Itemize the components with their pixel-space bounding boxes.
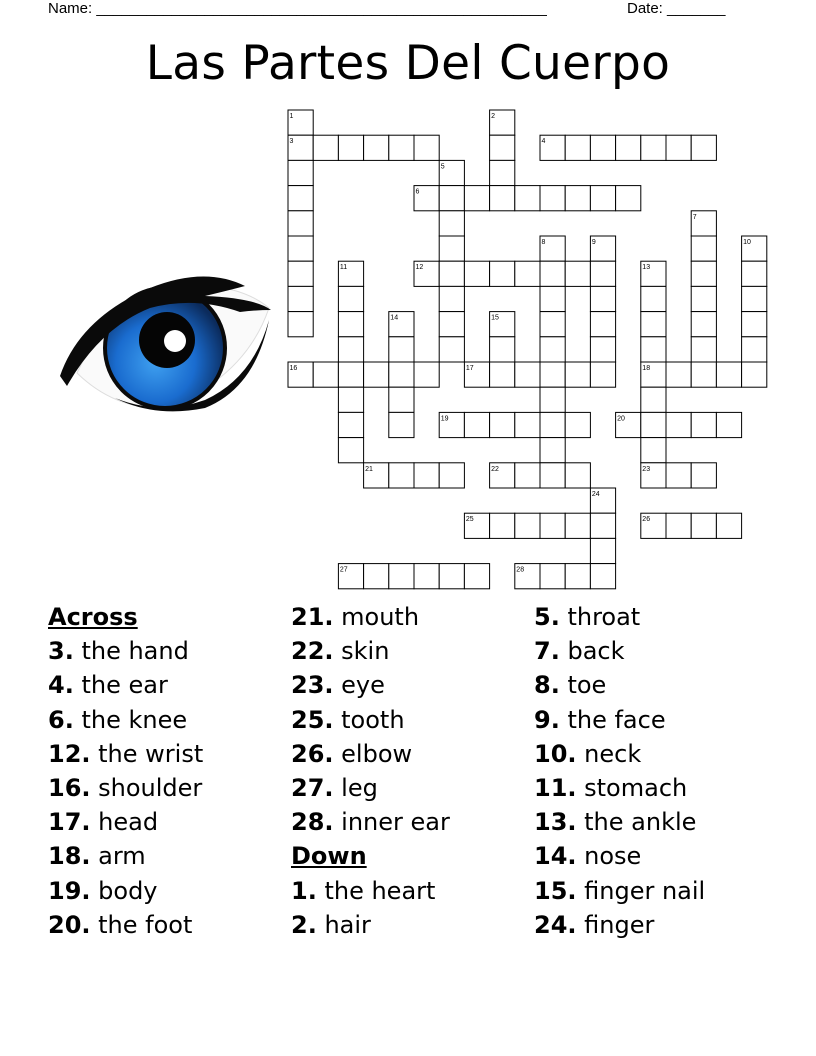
clue-text: leg bbox=[333, 773, 378, 802]
crossword-cell[interactable] bbox=[616, 186, 641, 211]
crossword-cell[interactable] bbox=[641, 438, 666, 463]
crossword-cell[interactable] bbox=[540, 412, 565, 437]
crossword-cell[interactable] bbox=[414, 135, 439, 160]
clue-text: the wrist bbox=[90, 739, 204, 768]
clue-number: 14. bbox=[534, 842, 577, 871]
crossword-cell[interactable] bbox=[666, 362, 691, 387]
crossword-cell[interactable] bbox=[565, 186, 590, 211]
crossword-cell[interactable] bbox=[641, 387, 666, 412]
clue-text: stomach bbox=[576, 773, 688, 802]
date-field-label: Date: _______ bbox=[627, 0, 726, 17]
clue-text: skin bbox=[333, 637, 390, 666]
crossword-cell[interactable] bbox=[288, 312, 313, 337]
crossword-cell[interactable] bbox=[590, 135, 615, 160]
crossword-cell[interactable] bbox=[565, 463, 590, 488]
crossword-cell[interactable] bbox=[464, 412, 489, 437]
crossword-cell[interactable] bbox=[691, 286, 716, 311]
crossword-cell[interactable] bbox=[565, 135, 590, 160]
crossword-cell[interactable] bbox=[490, 412, 515, 437]
crossword-cell[interactable] bbox=[641, 135, 666, 160]
clue-number: 10. bbox=[534, 739, 577, 768]
crossword-cell[interactable] bbox=[439, 186, 464, 211]
crossword-cell-number: 1 bbox=[289, 113, 294, 120]
clue-text: the face bbox=[559, 705, 666, 734]
clues-column-1 bbox=[48, 600, 298, 942]
crossword-cell[interactable] bbox=[716, 513, 741, 538]
crossword-cell[interactable] bbox=[565, 261, 590, 286]
crossword-cell[interactable] bbox=[439, 261, 464, 286]
crossword-cell-number: 6 bbox=[415, 188, 420, 196]
crossword-cell-number: 17 bbox=[465, 365, 474, 372]
clue-item bbox=[48, 908, 298, 942]
crossword-cell[interactable] bbox=[590, 362, 615, 387]
clue-number: 13. bbox=[534, 808, 577, 837]
crossword-cell[interactable] bbox=[590, 286, 615, 311]
clue-item bbox=[291, 805, 541, 839]
crossword-cell-number: 23 bbox=[642, 465, 651, 473]
crossword-cell[interactable] bbox=[590, 261, 615, 286]
crossword-cell[interactable] bbox=[691, 312, 716, 337]
crossword-cell[interactable] bbox=[616, 135, 641, 160]
crossword-cell[interactable] bbox=[389, 362, 414, 387]
crossword-cell[interactable] bbox=[439, 463, 464, 488]
crossword-cell[interactable] bbox=[515, 362, 540, 387]
crossword-cell[interactable] bbox=[666, 135, 691, 160]
crossword-cell[interactable] bbox=[641, 286, 666, 311]
clue-number: 1. bbox=[291, 876, 317, 905]
crossword-cell[interactable] bbox=[565, 362, 590, 387]
crossword-cell[interactable] bbox=[414, 362, 439, 387]
clue-item bbox=[291, 668, 541, 702]
crossword-cell[interactable] bbox=[490, 160, 515, 185]
clue-heading-across: Across bbox=[48, 603, 138, 631]
crossword-cell[interactable] bbox=[742, 312, 767, 337]
clue-item bbox=[534, 737, 784, 771]
crossword-cell[interactable] bbox=[691, 337, 716, 362]
clue-item bbox=[291, 737, 541, 771]
crossword-cell-number: 28 bbox=[516, 566, 525, 574]
crossword-cell[interactable] bbox=[742, 261, 767, 286]
crossword-cell[interactable] bbox=[464, 564, 489, 589]
clue-number: 11. bbox=[534, 773, 577, 802]
crossword-cell[interactable] bbox=[691, 513, 716, 538]
crossword-cell[interactable] bbox=[742, 337, 767, 362]
clue-text: back bbox=[559, 637, 625, 666]
crossword-cell-number: 11 bbox=[339, 264, 348, 272]
clue-item bbox=[48, 634, 298, 668]
crossword-cell-number: 16 bbox=[289, 365, 298, 372]
crossword-cell[interactable] bbox=[540, 286, 565, 311]
clue-item bbox=[534, 874, 784, 908]
crossword-cell[interactable] bbox=[313, 362, 338, 387]
crossword-cell[interactable] bbox=[338, 312, 363, 337]
crossword-cell-number: 19 bbox=[440, 415, 449, 423]
clue-number: 19. bbox=[48, 876, 91, 905]
crossword-cell[interactable] bbox=[338, 135, 363, 160]
crossword-cell[interactable] bbox=[742, 286, 767, 311]
clue-number: 28. bbox=[291, 808, 334, 837]
clue-item bbox=[534, 805, 784, 839]
crossword-cell[interactable] bbox=[439, 211, 464, 236]
clue-number: 6. bbox=[48, 705, 74, 734]
clue-item bbox=[48, 668, 298, 702]
crossword-cell[interactable] bbox=[515, 463, 540, 488]
crossword-cell[interactable] bbox=[288, 236, 313, 261]
clue-item bbox=[534, 600, 784, 634]
clue-item bbox=[48, 805, 298, 839]
crossword-cell-number: 27 bbox=[339, 566, 348, 574]
crossword-cell[interactable] bbox=[288, 160, 313, 185]
clue-text: finger nail bbox=[576, 876, 706, 905]
clue-item bbox=[534, 703, 784, 737]
crossword-cell[interactable] bbox=[540, 513, 565, 538]
crossword-cell[interactable] bbox=[540, 564, 565, 589]
crossword-cell[interactable] bbox=[540, 438, 565, 463]
crossword-cell[interactable] bbox=[540, 186, 565, 211]
clue-item bbox=[291, 874, 541, 908]
crossword-cell[interactable] bbox=[540, 312, 565, 337]
crossword-cell[interactable] bbox=[439, 312, 464, 337]
clue-text: shoulder bbox=[90, 773, 203, 802]
clue-item bbox=[291, 600, 541, 634]
clue-text: the foot bbox=[90, 910, 193, 939]
clue-number: 17. bbox=[48, 808, 91, 837]
clue-text: the ankle bbox=[576, 808, 697, 837]
clue-number: 25. bbox=[291, 705, 334, 734]
crossword-cell[interactable] bbox=[590, 186, 615, 211]
clue-text: toe bbox=[559, 671, 607, 700]
crossword-cell[interactable] bbox=[641, 312, 666, 337]
clue-item bbox=[291, 908, 541, 942]
crossword-cell[interactable] bbox=[490, 186, 515, 211]
clue-item bbox=[48, 874, 298, 908]
clue-number: 4. bbox=[48, 671, 74, 700]
clue-number: 12. bbox=[48, 739, 91, 768]
crossword-cell[interactable] bbox=[565, 513, 590, 538]
crossword-cell-number: 9 bbox=[591, 239, 596, 246]
crossword-cell[interactable] bbox=[439, 236, 464, 261]
crossword-cell[interactable] bbox=[691, 261, 716, 286]
crossword-cell[interactable] bbox=[389, 387, 414, 412]
crossword-cell[interactable] bbox=[565, 412, 590, 437]
crossword-cell[interactable] bbox=[490, 135, 515, 160]
crossword-cell[interactable] bbox=[515, 186, 540, 211]
crossword-cell-number: 26 bbox=[642, 516, 651, 524]
crossword-cell[interactable] bbox=[338, 438, 363, 463]
clue-number: 21. bbox=[291, 603, 334, 631]
clue-text: hair bbox=[316, 910, 371, 939]
crossword-cell[interactable] bbox=[288, 211, 313, 236]
clue-text: finger bbox=[576, 910, 655, 939]
crossword-cell[interactable] bbox=[540, 362, 565, 387]
crossword-cell-number: 3 bbox=[289, 138, 294, 146]
clue-number: 8. bbox=[534, 671, 560, 700]
clue-item bbox=[48, 771, 298, 805]
clue-number: 15. bbox=[534, 876, 577, 905]
crossword-cell[interactable] bbox=[540, 463, 565, 488]
clue-item bbox=[48, 737, 298, 771]
crossword-cell[interactable] bbox=[515, 261, 540, 286]
crossword-cell[interactable] bbox=[691, 362, 716, 387]
clue-text: tooth bbox=[333, 705, 405, 734]
clue-text: eye bbox=[333, 671, 385, 700]
crossword-cell[interactable] bbox=[691, 463, 716, 488]
crossword-cell[interactable] bbox=[565, 564, 590, 589]
crossword-cell[interactable] bbox=[716, 412, 741, 437]
crossword-cell-number: 25 bbox=[465, 516, 474, 524]
crossword-cell[interactable] bbox=[414, 463, 439, 488]
crossword-cell[interactable] bbox=[338, 362, 363, 387]
crossword-cell[interactable] bbox=[389, 463, 414, 488]
crossword-cell[interactable] bbox=[515, 412, 540, 437]
crossword-cell[interactable] bbox=[288, 286, 313, 311]
crossword-cell[interactable] bbox=[691, 412, 716, 437]
clue-item bbox=[48, 703, 298, 737]
clue-number: 20. bbox=[48, 910, 91, 939]
crossword-cell-number: 22 bbox=[491, 465, 499, 473]
crossword-cell-number: 12 bbox=[415, 264, 424, 272]
crossword-cell-number: 18 bbox=[642, 365, 651, 372]
crossword-cell[interactable] bbox=[389, 337, 414, 362]
crossword-cell[interactable] bbox=[338, 337, 363, 362]
crossword-cell-number: 4 bbox=[541, 138, 546, 146]
clue-item bbox=[291, 634, 541, 668]
crossword-cell[interactable] bbox=[490, 362, 515, 387]
crossword-cell[interactable] bbox=[464, 186, 489, 211]
crossword-cell[interactable] bbox=[389, 135, 414, 160]
crossword-cell[interactable] bbox=[641, 412, 666, 437]
clue-text: nose bbox=[576, 842, 642, 871]
crossword-cell-number: 20 bbox=[617, 415, 625, 423]
clue-number: 7. bbox=[534, 637, 560, 666]
crossword-cell[interactable] bbox=[666, 412, 691, 437]
crossword-cell[interactable] bbox=[313, 135, 338, 160]
crossword-cell[interactable] bbox=[666, 513, 691, 538]
crossword-cell[interactable] bbox=[439, 286, 464, 311]
crossword-cell[interactable] bbox=[540, 387, 565, 412]
crossword-cell-number: 2 bbox=[491, 113, 496, 120]
crossword-cell[interactable] bbox=[288, 186, 313, 211]
clue-text: head bbox=[90, 808, 159, 837]
crossword-cell[interactable] bbox=[641, 337, 666, 362]
crossword-cell-number: 14 bbox=[390, 314, 399, 322]
clue-number: 27. bbox=[291, 773, 334, 802]
crossword-cell[interactable] bbox=[590, 564, 615, 589]
clue-item bbox=[534, 634, 784, 668]
crossword-cell[interactable] bbox=[490, 261, 515, 286]
crossword-cell[interactable] bbox=[590, 538, 615, 563]
clue-number: 16. bbox=[48, 773, 91, 802]
clue-number: 23. bbox=[291, 671, 334, 700]
crossword-cell[interactable] bbox=[288, 261, 313, 286]
clue-text: throat bbox=[559, 603, 641, 631]
crossword-cell[interactable] bbox=[364, 135, 389, 160]
clue-item bbox=[534, 771, 784, 805]
crossword-cell[interactable] bbox=[742, 362, 767, 387]
clue-text: body bbox=[90, 876, 158, 905]
crossword-cell[interactable] bbox=[590, 337, 615, 362]
crossword-cell[interactable] bbox=[716, 362, 741, 387]
crossword-cell[interactable] bbox=[590, 312, 615, 337]
clue-item bbox=[48, 839, 298, 873]
clue-text: arm bbox=[90, 842, 146, 871]
crossword-cell[interactable] bbox=[515, 513, 540, 538]
clue-text: inner ear bbox=[333, 808, 450, 837]
clue-text: elbow bbox=[333, 739, 413, 768]
crossword-cell[interactable] bbox=[439, 564, 464, 589]
clue-number: 9. bbox=[534, 705, 560, 734]
crossword-cell[interactable] bbox=[666, 463, 691, 488]
crossword-cell[interactable] bbox=[540, 337, 565, 362]
crossword-cell-number: 10 bbox=[743, 239, 751, 246]
clue-number: 24. bbox=[534, 910, 577, 939]
crossword-cell[interactable] bbox=[490, 513, 515, 538]
crossword-cell[interactable] bbox=[364, 362, 389, 387]
crossword-cell[interactable] bbox=[338, 387, 363, 412]
clue-item bbox=[534, 908, 784, 942]
crossword-cell[interactable] bbox=[389, 564, 414, 589]
clue-text: mouth bbox=[333, 603, 420, 631]
clue-text: neck bbox=[576, 739, 642, 768]
crossword-cell[interactable] bbox=[691, 135, 716, 160]
crossword-cell[interactable] bbox=[439, 337, 464, 362]
page-title: Las Partes Del Cuerpo bbox=[145, 36, 671, 91]
clue-number: 3. bbox=[48, 637, 74, 666]
crossword-cell-number: 8 bbox=[541, 239, 546, 246]
crossword-cell[interactable] bbox=[590, 513, 615, 538]
clue-number: 18. bbox=[48, 842, 91, 871]
clue-text: the knee bbox=[73, 705, 188, 734]
clue-text: the ear bbox=[73, 671, 168, 700]
crossword-cell[interactable] bbox=[540, 261, 565, 286]
crossword-cell[interactable] bbox=[389, 412, 414, 437]
clue-text: the hand bbox=[73, 637, 189, 666]
crossword-cell-number: 5 bbox=[440, 163, 445, 171]
crossword-cell[interactable] bbox=[464, 261, 489, 286]
clues-column-2 bbox=[291, 600, 541, 942]
crossword-cell[interactable] bbox=[414, 564, 439, 589]
clue-text: the heart bbox=[316, 876, 436, 905]
crossword-cell[interactable] bbox=[691, 236, 716, 261]
crossword-cell-number: 7 bbox=[692, 213, 697, 221]
name-field-label: Name: ______________________________________________________ bbox=[48, 0, 547, 17]
clue-number: 26. bbox=[291, 739, 334, 768]
crossword-cell[interactable] bbox=[490, 337, 515, 362]
crossword-cell-number: 24 bbox=[591, 491, 600, 498]
crossword-cell[interactable] bbox=[338, 412, 363, 437]
clue-number: 5. bbox=[534, 603, 560, 631]
crossword-cell-number: 21 bbox=[365, 465, 373, 473]
crossword-cell[interactable] bbox=[338, 286, 363, 311]
clue-item bbox=[534, 839, 784, 873]
clue-item bbox=[534, 668, 784, 702]
crossword-cell[interactable] bbox=[364, 564, 389, 589]
clue-heading-down: Down bbox=[291, 842, 367, 871]
clue-item bbox=[291, 771, 541, 805]
clues-column-3 bbox=[534, 600, 784, 942]
crossword-cell-number: 15 bbox=[491, 314, 499, 322]
clue-number: 2. bbox=[291, 910, 317, 939]
crossword-cell-number: 13 bbox=[642, 264, 651, 272]
clue-item bbox=[291, 703, 541, 737]
clue-number: 22. bbox=[291, 637, 334, 666]
